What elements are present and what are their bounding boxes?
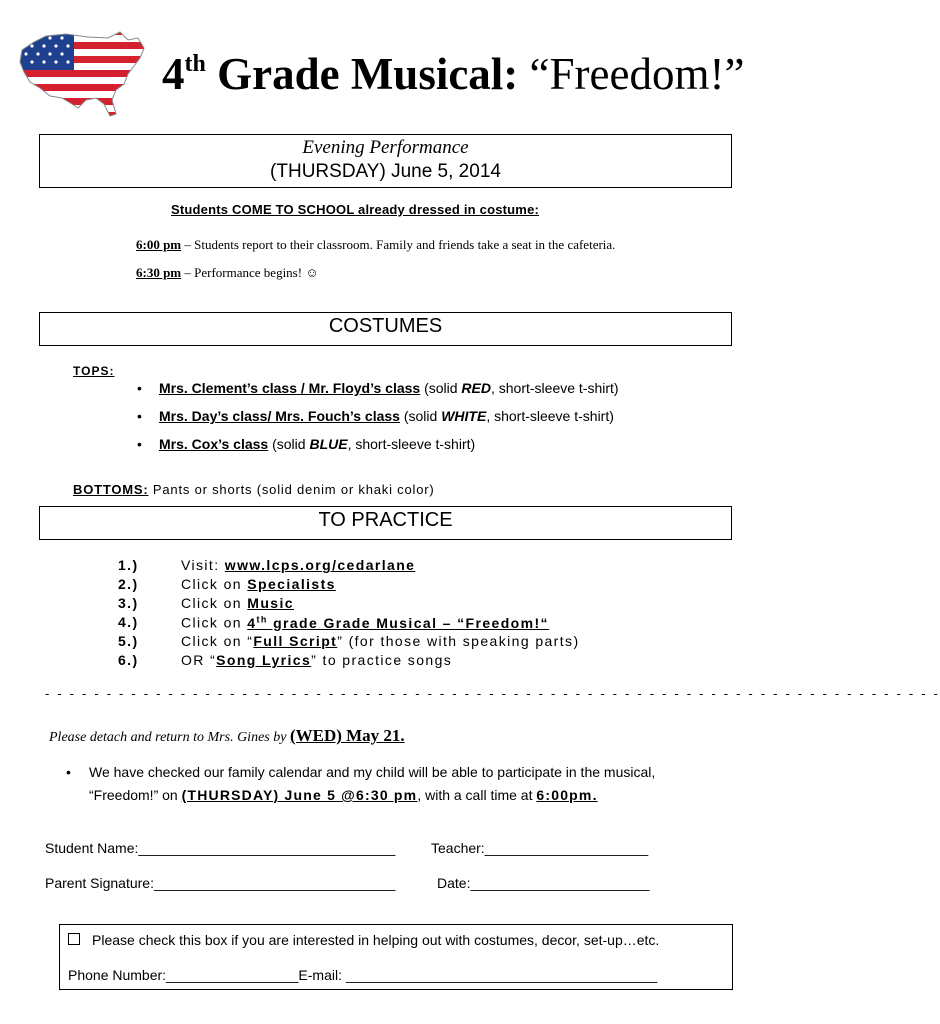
schedule-time: 6:30 pm [136, 265, 182, 280]
detach-text: Please detach and return to Mrs. Gines by [49, 730, 290, 745]
step-number: 3.) [118, 595, 139, 611]
confirm-line-1: We have checked our family calendar and my child will be able to participate in the musical, [89, 764, 656, 780]
call-time: 6:00pm. [536, 787, 598, 803]
schedule-text: – Performance begins! ☺ [181, 265, 319, 280]
confirm-line-2 [89, 787, 598, 803]
tops-color: RED [461, 380, 491, 396]
tops-color: WHITE [441, 408, 487, 424]
tops-pre: (solid [420, 380, 462, 396]
tops-class: Mrs. Clement’s class / Mr. Floyd’s class [159, 380, 421, 396]
step-pre: Click on “ [181, 633, 254, 649]
page-title [162, 48, 744, 100]
volunteer-line [68, 932, 659, 948]
volunteer-box [59, 924, 733, 990]
practice-header-box [39, 506, 732, 540]
schedule-text: – Students report to their classroom. Family and friends take a seat in the cafeteria. [181, 237, 616, 252]
us-flag-map-icon [16, 28, 148, 118]
step-text [181, 633, 580, 649]
bottoms-label: BOTTOMS: [73, 482, 149, 497]
step-pre: Click on [181, 614, 248, 631]
step-text [181, 652, 452, 668]
musical-link-num: 4 [247, 614, 257, 631]
tops-class: Mrs. Cox’s class [159, 436, 269, 452]
phone-email-field[interactable]: Phone Number:_________________E-mail: ________________________________________ [68, 967, 658, 983]
return-date: (WED) May 21. [289, 726, 405, 745]
performance-date: (THURSDAY) June 5, 2014 [270, 161, 501, 182]
step-text [181, 614, 549, 631]
costumes-heading: COSTUMES [328, 315, 443, 337]
song-lyrics-link[interactable]: Song Lyrics [216, 652, 312, 668]
step-number: 6.) [118, 652, 139, 668]
date-field[interactable]: Date:_______________________ [437, 875, 650, 891]
come-to-school-note: Students COME TO SCHOOL already dressed in costume: [171, 202, 540, 217]
tops-item: • Mrs. Cox’s class (solid BLUE, short-sleeve t-shirt) [137, 436, 476, 452]
performance-box [39, 134, 732, 188]
tops-post: , short-sleeve t-shirt) [490, 380, 619, 396]
music-link[interactable]: Music [247, 595, 294, 611]
step-pre: OR “ [181, 652, 217, 668]
schedule-item [136, 265, 319, 281]
title-main: Grade Musical: [205, 49, 530, 99]
evening-performance-label: Evening Performance [302, 137, 469, 158]
tops-label: TOPS: [73, 364, 115, 378]
bottoms-text: Pants or shorts (solid denim or khaki color) [148, 482, 435, 497]
confirm-date: (THURSDAY) June 5 @6:30 pm [181, 787, 418, 803]
specialists-link[interactable]: Specialists [247, 576, 336, 592]
confirm-pre: “Freedom!” on [89, 787, 182, 803]
tops-pre: (solid [399, 408, 442, 424]
musical-link[interactable] [247, 615, 549, 631]
tops-post: , short-sleeve t-shirt) [486, 408, 614, 424]
tops-class: Mrs. Day’s class/ Mrs. Fouch’s class [159, 408, 400, 424]
parent-signature-field[interactable]: Parent Signature:_______________________________ [45, 875, 396, 891]
step-text [181, 557, 415, 573]
title-quote: “Freedom!” [529, 49, 745, 99]
musical-link-sup: th [256, 614, 268, 624]
tops-color: BLUE [309, 436, 348, 452]
step-number: 4.) [118, 614, 139, 630]
step-number: 5.) [118, 633, 139, 649]
title-superscript: th [184, 51, 206, 77]
detach-instructions [49, 726, 405, 746]
musical-link-text: grade Grade Musical – “Freedom!“ [267, 614, 549, 631]
tops-pre: (solid [268, 436, 310, 452]
detach-line: - - - - - - - - - - - - - - - - - - - - - - - - - - - - - - - - - - - - - - - - - - - - - - - - - - - - - - - - - - - - - - - - - - - - - - - - - [45, 686, 940, 701]
costumes-header-box [39, 312, 732, 346]
step-post: ” to practice songs [311, 652, 453, 668]
practice-heading: TO PRACTICE [318, 509, 453, 531]
volunteer-text: Please check this box if you are interested in helping out with costumes, decor, set-up…etc. [92, 932, 660, 948]
schedule-time: 6:00 pm [136, 237, 182, 252]
confirm-bullet: • [66, 764, 71, 780]
teacher-field[interactable]: Teacher:_____________________ [431, 840, 649, 856]
confirm-mid: , with a call time at [417, 787, 537, 803]
step-pre: Click on [181, 595, 248, 611]
step-text [181, 576, 336, 592]
tops-post: , short-sleeve t-shirt) [347, 436, 476, 452]
student-name-field[interactable]: Student Name:_________________________________ [45, 840, 396, 856]
step-pre: Click on [181, 576, 248, 592]
tops-item: • Mrs. Clement’s class / Mr. Floyd’s class (solid RED, short-sleeve t-shirt) [137, 380, 619, 396]
schedule-item [136, 237, 615, 253]
checkbox-icon[interactable] [68, 933, 80, 945]
step-post: ” (for those with speaking parts) [337, 633, 580, 649]
step-pre: Visit: [181, 557, 225, 573]
bottoms-line [73, 482, 434, 497]
website-link[interactable]: www.lcps.org/cedarlane [224, 557, 416, 573]
step-number: 1.) [118, 557, 139, 573]
title-number: 4 [162, 49, 185, 99]
full-script-link[interactable]: Full Script [253, 633, 338, 649]
step-number: 2.) [118, 576, 139, 592]
tops-item: • Mrs. Day’s class/ Mrs. Fouch’s class (solid WHITE, short-sleeve t-shirt) [137, 408, 614, 424]
step-text [181, 595, 294, 611]
